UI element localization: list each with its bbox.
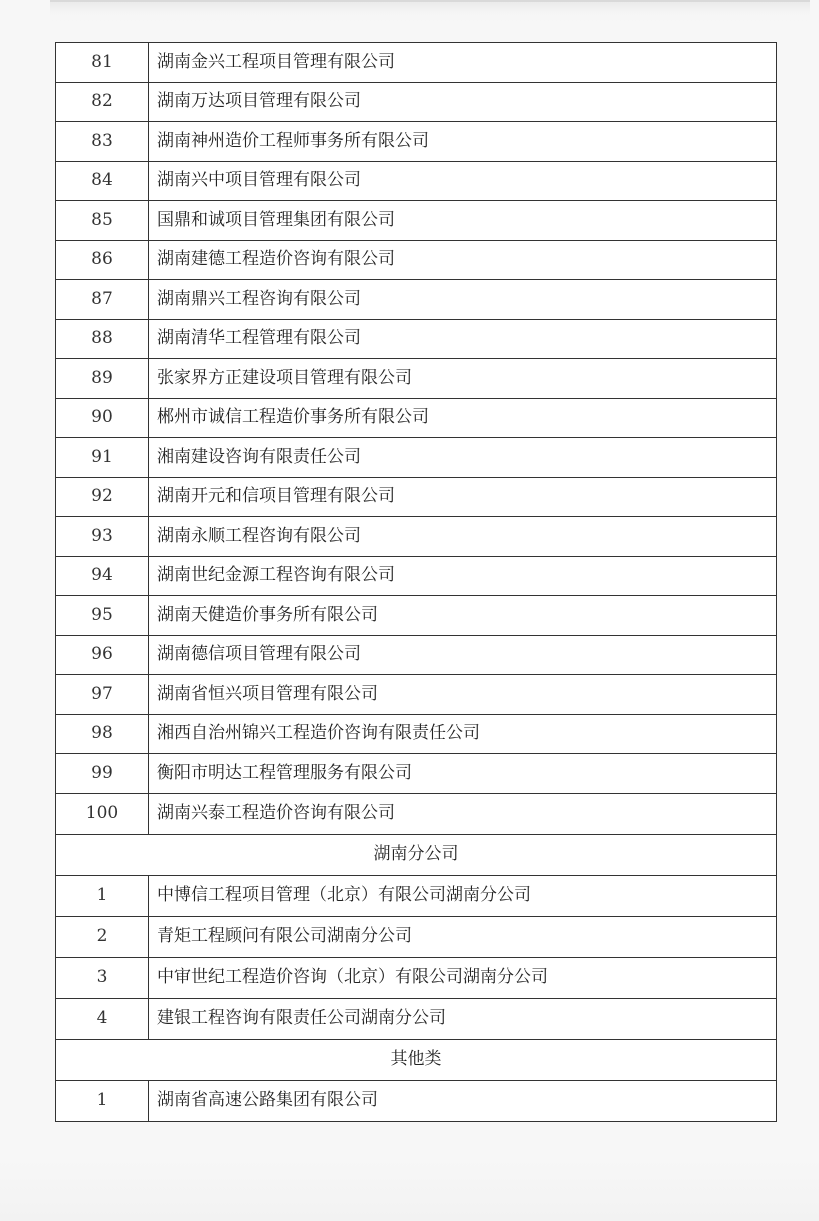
row-number: 93	[56, 517, 149, 557]
table-row	[56, 82, 777, 122]
row-number: 95	[56, 596, 149, 636]
row-number: 100	[56, 793, 149, 834]
company-name: 湖南世纪金源工程咨询有限公司	[149, 556, 777, 596]
company-name: 郴州市诚信工程造价事务所有限公司	[149, 398, 777, 438]
row-number: 89	[56, 359, 149, 399]
company-name: 湘西自治州锦兴工程造价咨询有限责任公司	[149, 714, 777, 754]
table-row	[56, 240, 777, 280]
row-number: 90	[56, 398, 149, 438]
table-row	[56, 957, 777, 998]
table-row	[56, 477, 777, 517]
table-row	[56, 875, 777, 916]
table-row	[56, 714, 777, 754]
row-number: 1	[56, 875, 149, 916]
page-top-edge	[50, 0, 810, 22]
company-name: 湖南清华工程管理有限公司	[149, 319, 777, 359]
company-name: 青矩工程顾问有限公司湖南分公司	[149, 916, 777, 957]
row-number: 82	[56, 82, 149, 122]
table-row	[56, 161, 777, 201]
row-number: 97	[56, 675, 149, 715]
table-row	[56, 1080, 777, 1121]
table-row	[56, 280, 777, 320]
table-row	[56, 43, 777, 83]
company-name: 湖南建德工程造价咨询有限公司	[149, 240, 777, 280]
table-row	[56, 998, 777, 1039]
company-name: 国鼎和诚项目管理集团有限公司	[149, 201, 777, 241]
table-row	[56, 675, 777, 715]
company-name: 湖南德信项目管理有限公司	[149, 635, 777, 675]
table-row	[56, 201, 777, 241]
table-row	[56, 122, 777, 162]
row-number: 1	[56, 1080, 149, 1121]
company-name: 湖南开元和信项目管理有限公司	[149, 477, 777, 517]
row-number: 88	[56, 319, 149, 359]
company-name: 衡阳市明达工程管理服务有限公司	[149, 754, 777, 794]
company-name: 湖南神州造价工程师事务所有限公司	[149, 122, 777, 162]
company-name: 中博信工程项目管理（北京）有限公司湖南分公司	[149, 875, 777, 916]
company-name: 湖南兴中项目管理有限公司	[149, 161, 777, 201]
table-row	[56, 635, 777, 675]
section-title: 其他类	[56, 1039, 777, 1080]
row-number: 87	[56, 280, 149, 320]
table-row	[56, 754, 777, 794]
company-name: 湖南省恒兴项目管理有限公司	[149, 675, 777, 715]
row-number: 91	[56, 438, 149, 478]
section-header-row	[56, 1039, 777, 1080]
company-name: 湖南永顺工程咨询有限公司	[149, 517, 777, 557]
company-name: 湖南鼎兴工程咨询有限公司	[149, 280, 777, 320]
table-row	[56, 517, 777, 557]
table-row	[56, 319, 777, 359]
row-number: 4	[56, 998, 149, 1039]
row-number: 94	[56, 556, 149, 596]
table-row	[56, 398, 777, 438]
company-list-table	[55, 42, 777, 1122]
section-header-row	[56, 834, 777, 875]
section-title: 湖南分公司	[56, 834, 777, 875]
row-number: 86	[56, 240, 149, 280]
table-row	[56, 556, 777, 596]
company-name: 张家界方正建设项目管理有限公司	[149, 359, 777, 399]
table-row	[56, 596, 777, 636]
page-bottom-area	[0, 1160, 819, 1221]
table-row	[56, 793, 777, 834]
row-number: 84	[56, 161, 149, 201]
row-number: 2	[56, 916, 149, 957]
company-name: 建银工程咨询有限责任公司湖南分公司	[149, 998, 777, 1039]
row-number: 81	[56, 43, 149, 83]
company-name: 湖南兴泰工程造价咨询有限公司	[149, 793, 777, 834]
company-name: 湖南省高速公路集团有限公司	[149, 1080, 777, 1121]
row-number: 3	[56, 957, 149, 998]
row-number: 98	[56, 714, 149, 754]
company-name: 中审世纪工程造价咨询（北京）有限公司湖南分公司	[149, 957, 777, 998]
company-name: 湖南金兴工程项目管理有限公司	[149, 43, 777, 83]
table-row	[56, 438, 777, 478]
table-row	[56, 359, 777, 399]
row-number: 96	[56, 635, 149, 675]
company-name: 湖南天健造价事务所有限公司	[149, 596, 777, 636]
table-row	[56, 916, 777, 957]
row-number: 83	[56, 122, 149, 162]
row-number: 85	[56, 201, 149, 241]
company-name: 湘南建设咨询有限责任公司	[149, 438, 777, 478]
row-number: 99	[56, 754, 149, 794]
company-name: 湖南万达项目管理有限公司	[149, 82, 777, 122]
row-number: 92	[56, 477, 149, 517]
